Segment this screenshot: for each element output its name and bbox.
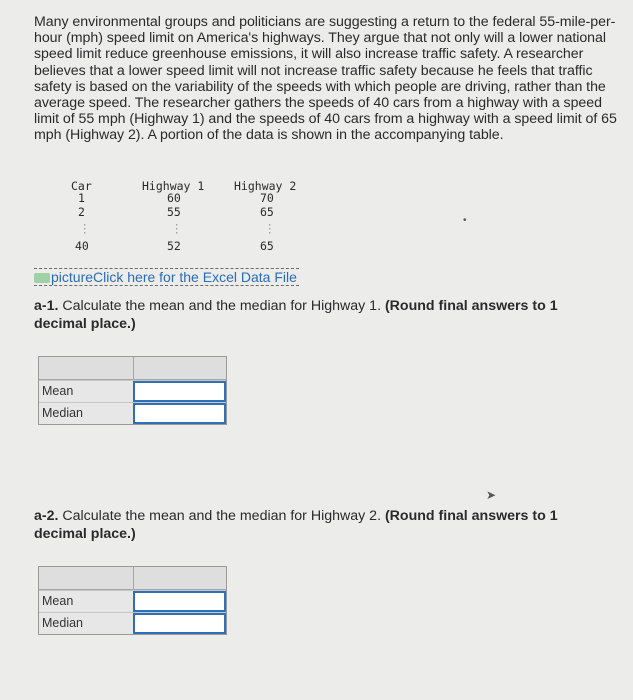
answer-row-median [39,402,226,424]
highway-2-median-input[interactable] [133,613,226,634]
answer-row-median [39,612,226,634]
median-label: Median [42,406,83,420]
question-a2-instruction: (Round final answers to 1 decimal place.) [34,508,558,542]
excel-link-label: pictureClick here for the Excel Data File [51,269,297,285]
highway-1-cell: 55 [167,205,181,219]
highway-1-median-input[interactable] [133,403,226,424]
highway-1-cell: 52 [167,239,181,253]
car-cell: 1 [78,191,85,205]
excel-data-link[interactable] [34,268,299,286]
answer-table-a1 [38,356,227,425]
highway-1-cell: 60 [167,191,181,205]
mean-label: Mean [42,594,74,608]
question-a1-instruction: (Round final answers to 1 decimal place.) [34,298,558,332]
question-a2-prefix: a-2. [34,508,59,524]
car-cell: 40 [75,239,89,253]
question-a1-prefix: a-1. [34,298,59,314]
header-car: Car [71,179,92,193]
answer-table-header [39,567,226,590]
stray-dot: • [463,215,467,226]
header-highway-2: Highway 2 [234,179,297,193]
highway-2-cell: 65 [260,205,274,219]
picture-icon [34,273,50,283]
car-cell: 2 [78,205,85,219]
problem-intro: Many environmental groups and politicians are suggesting a return to the federal 55-mile-per-hour (mph) speed limit on America's highways. They argue that not only will a lower national speed limit reduce greenhouse emissions, it will also increase traffic safety. A researcher believes that a lower speed limit will not increase traffic safety because he feels that traffic safety is based on the variability of the speeds with which people are driving, rather than the average speed. The researcher gathers the speeds of 40 cars from a highway with a speed limit of 55 mph (Highway 1) and the speeds of 40 cars from a highway with a speed limit of 65 mph (Highway 2). A portion of the data is shown in the accompanying table. [34,14,617,144]
highway-2-mean-input[interactable] [133,591,226,612]
question-a1 [34,297,594,333]
question-a2 [34,507,594,543]
answer-table-header [39,357,226,380]
highway-2-cell: 70 [260,191,274,205]
mouse-cursor-icon: ➤ [486,488,497,502]
ellipsis-cell: ⋮ [79,221,91,235]
answer-row-mean [39,380,226,402]
mean-label: Mean [42,384,74,398]
answer-row-mean [39,590,226,612]
header-highway-1: Highway 1 [142,179,205,193]
question-a2-text: Calculate the mean and the median for Highway 2. [58,508,385,524]
ellipsis-cell: ⋮ [171,221,183,235]
answer-table-a2 [38,566,227,635]
highway-2-cell: 65 [260,239,274,253]
question-a1-text: Calculate the mean and the median for Highway 1. [58,298,385,314]
median-label: Median [42,616,83,630]
highway-1-mean-input[interactable] [133,381,226,402]
ellipsis-cell: ⋮ [264,221,276,235]
